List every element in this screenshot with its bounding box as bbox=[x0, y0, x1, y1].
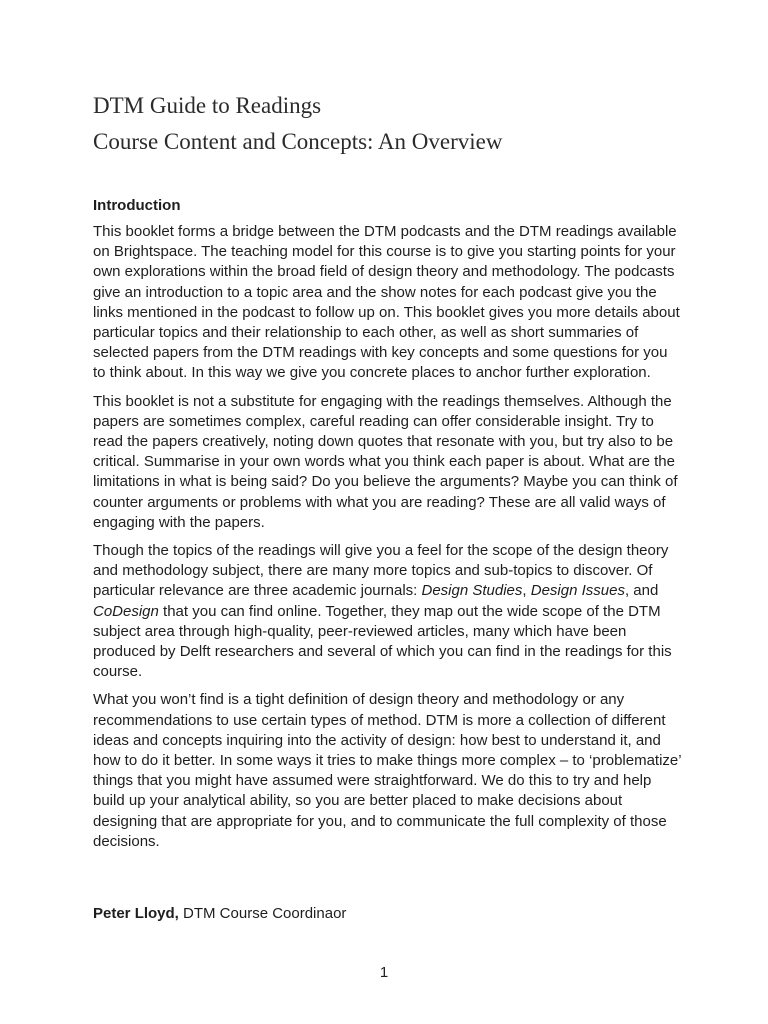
journal-design-studies: Design Studies bbox=[421, 582, 523, 600]
document-subtitle: Course Content and Concepts: An Overview bbox=[93, 129, 503, 154]
document-body bbox=[93, 222, 683, 860]
journal-codesign: CoDesign bbox=[93, 602, 159, 620]
paragraph-3-sep-1: , bbox=[522, 582, 531, 600]
signature-role: DTM Course Coordinaor bbox=[178, 905, 347, 922]
paragraph-2: This booklet is not a substitute for engaging with the readings themselves. Although the papers are sometimes complex, careful reading can offer considerable insight. Try to read the papers creatively, noting down quotes that resonate with you, but try also to be critical. Summarise in your own words what you think each paper is about. What are the limitations in what is being said? Do you believe the arguments? Maybe you can think of counter arguments or problems with what you are reading? These are all valid ways of engaging with the papers. bbox=[93, 392, 678, 531]
paragraph-1: This booklet forms a bridge between the DTM podcasts and the DTM readings available on Brightspace. The teaching model for this course is to give you starting points for your own explorations within the broad field of design theory and methodology. The podcasts give an introduction to a topic area and the show notes for each podcast give you the links mentioned in the podcast to follow up on. This booklet gives you more details about particular topics and their relationship to each other, as well as short summaries of selected papers from the DTM readings with key concepts and some questions for you to think about. In this way we give you concrete places to anchor further exploration. bbox=[93, 223, 680, 382]
page-number: 1 bbox=[379, 964, 389, 981]
signature-name: Peter Lloyd, bbox=[93, 905, 179, 922]
paragraph-3-text-b: that you can find online. Together, they map out the wide scope of the DTM subject area through high-quality, peer-reviewed articles, many which have been produced by Delft researchers and several of which you can find in the readings for this course. bbox=[93, 602, 672, 681]
paragraph-4: What you won’t find is a tight definition of design theory and methodology or any recommendations to use certain types of method. DTM is more a collection of different ideas and concepts inquiring into the activity of design: how best to understand it, and how to do it better. In some ways it tries to make things more complex – to ‘problematize’ things that you might have assumed were straightforward. We do this to try and help build up your analytical ability, so you are better placed to make decisions about designing that are appropriate for you, and to communicate the full complexity of those decisions. bbox=[93, 691, 682, 850]
signature bbox=[93, 905, 346, 923]
paragraph-3-sep-2: , and bbox=[624, 582, 659, 600]
section-heading: Introduction bbox=[93, 197, 181, 214]
document-title: DTM Guide to Readings bbox=[93, 93, 322, 118]
paragraph-3-text-a: Though the topics of the readings will give you a feel for the scope of the design theory and methodology subject, there are many more topics and sub-topics to discover. Of particular relevance are three academic journals: bbox=[93, 542, 669, 600]
journal-design-issues: Design Issues bbox=[530, 582, 625, 600]
paragraph-3 bbox=[93, 541, 683, 682]
